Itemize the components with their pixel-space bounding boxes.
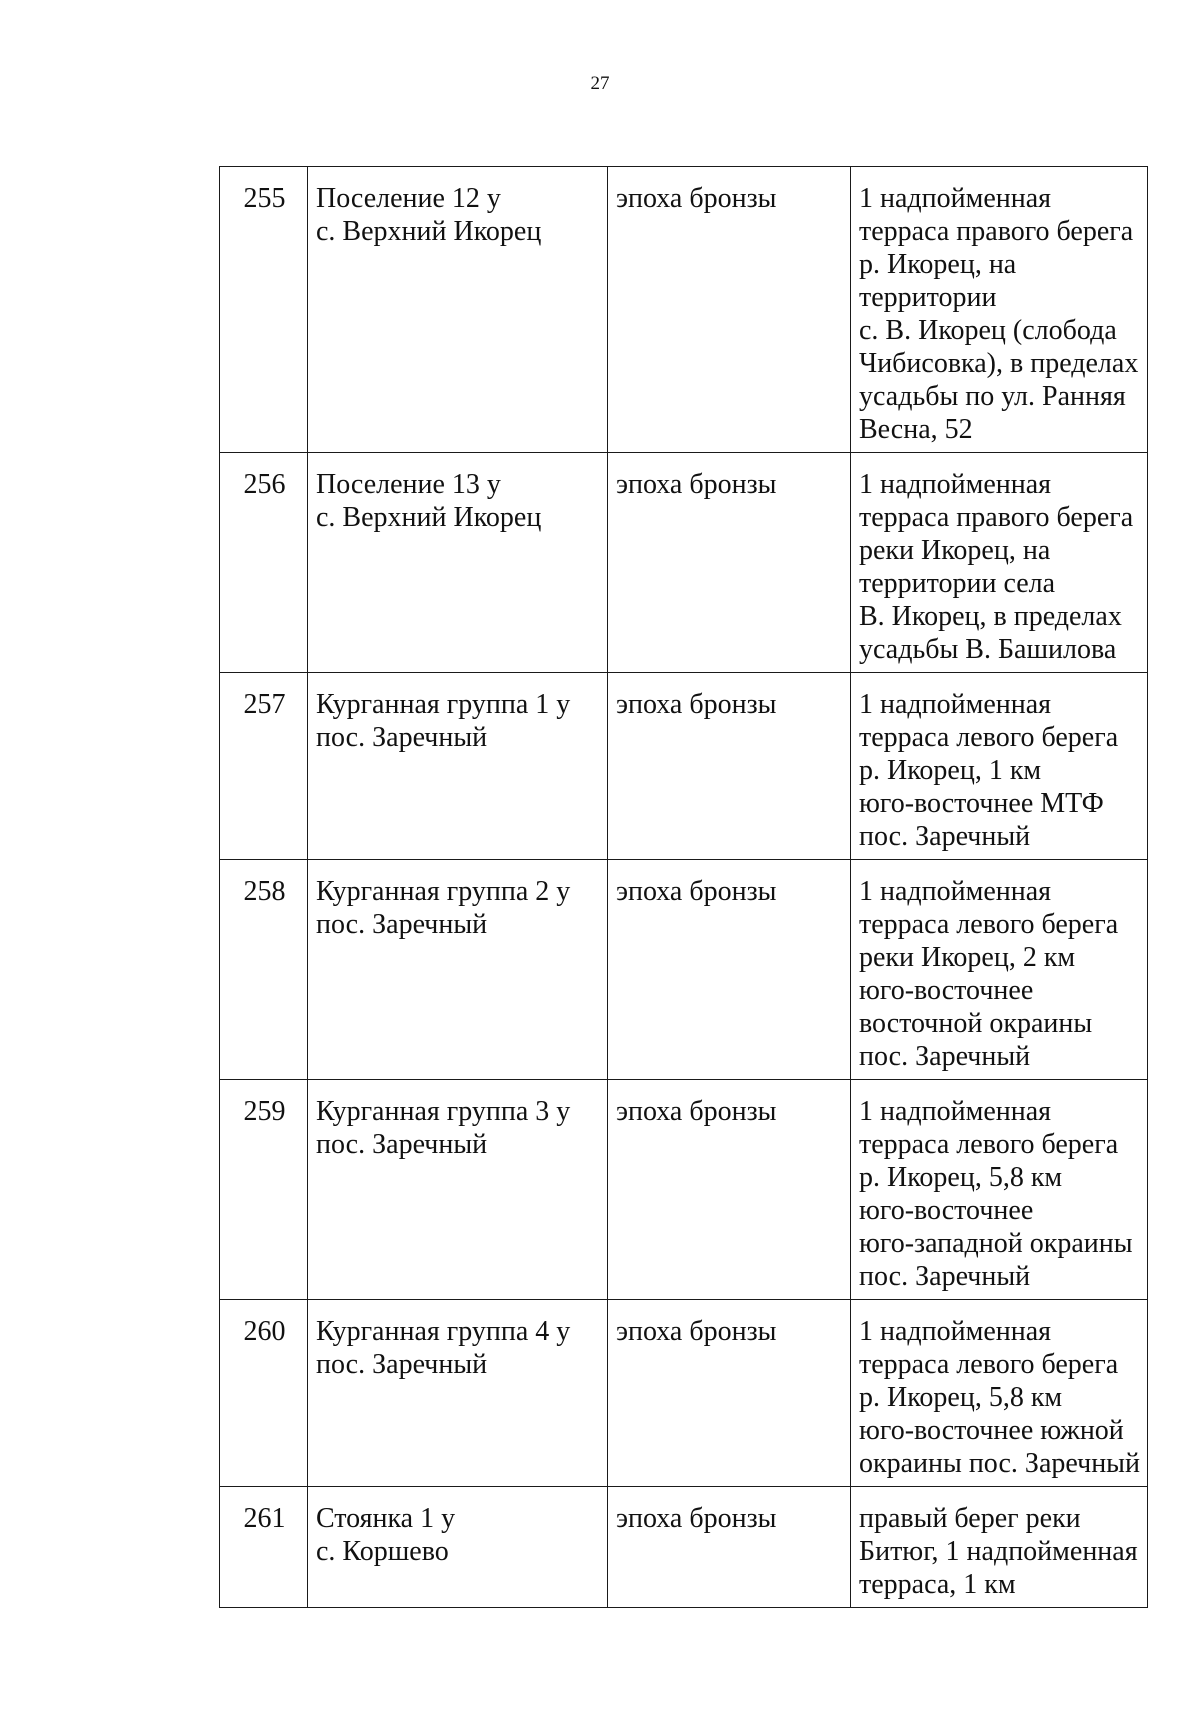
site-location [851,1300,1148,1487]
location-line: с. В. Икорец (слобода [859,315,1117,346]
site-name-line: пос. Заречный [316,1129,488,1160]
location-line: территории села [859,568,1056,599]
site-era: эпоха бронзы [608,1487,851,1608]
table-row [220,1080,1148,1300]
location-line: юго-восточнее [859,975,1034,1006]
location-line: усадьбы по ул. Ранняя [859,381,1126,412]
row-number: 255 [220,167,308,453]
table-row [220,453,1148,673]
site-era: эпоха бронзы [608,1300,851,1487]
row-number: 258 [220,860,308,1080]
site-name-line: Курганная группа 3 у [316,1096,571,1127]
location-line: юго-восточнее МТФ [859,788,1104,819]
site-name-line: Поселение 12 у [316,183,501,214]
location-line: терраса левого берега [859,909,1119,940]
site-name-line: Курганная группа 1 у [316,689,571,720]
site-era: эпоха бронзы [608,453,851,673]
site-name-line: Курганная группа 4 у [316,1316,571,1347]
location-line: юго-восточнее [859,1195,1034,1226]
site-name-line: Стоянка 1 у [316,1503,456,1534]
table-row [220,860,1148,1080]
site-name-line: пос. Заречный [316,722,488,753]
site-name-line: с. Коршево [316,1536,449,1567]
site-name [308,453,608,673]
site-era: эпоха бронзы [608,1080,851,1300]
location-line: реки Икорец, 2 км [859,942,1076,973]
location-line: окраины пос. Заречный [859,1448,1140,1479]
site-location [851,1080,1148,1300]
row-number: 260 [220,1300,308,1487]
location-line: р. Икорец, 5,8 км [859,1162,1063,1193]
location-line: юго-восточнее южной [859,1415,1124,1446]
site-name-line: пос. Заречный [316,909,488,940]
site-name [308,1487,608,1608]
location-line: 1 надпойменная [859,469,1052,500]
location-line: реки Икорец, на [859,535,1051,566]
site-name-line: Курганная группа 2 у [316,876,571,907]
row-number: 261 [220,1487,308,1608]
location-line: пос. Заречный [859,821,1031,852]
row-number: 256 [220,453,308,673]
site-name [308,860,608,1080]
location-line: юго-западной окраины [859,1228,1133,1259]
site-name [308,1080,608,1300]
site-name-line: пос. Заречный [316,1349,488,1380]
site-location [851,673,1148,860]
site-era: эпоха бронзы [608,167,851,453]
location-line: 1 надпойменная [859,1316,1052,1347]
location-line: терраса левого берега [859,1129,1119,1160]
row-number: 259 [220,1080,308,1300]
site-name [308,1300,608,1487]
location-line: терраса левого берега [859,722,1119,753]
site-location [851,1487,1148,1608]
location-line: 1 надпойменная [859,183,1052,214]
table-row [220,673,1148,860]
location-line: пос. Заречный [859,1261,1031,1292]
site-era: эпоха бронзы [608,860,851,1080]
location-line: В. Икорец, в пределах [859,601,1122,632]
site-location [851,860,1148,1080]
location-line: р. Икорец, 1 км [859,755,1042,786]
heritage-sites-table [219,166,1148,1608]
location-line: правый берег реки [859,1503,1081,1534]
site-name-line: Поселение 13 у [316,469,501,500]
location-line: восточной окраины [859,1008,1093,1039]
location-line: терраса правого берега [859,216,1134,247]
location-line: 1 надпойменная [859,1096,1052,1127]
site-name [308,673,608,860]
location-line: усадьбы В. Башилова [859,634,1117,665]
location-line: р. Икорец, 5,8 км [859,1382,1063,1413]
row-number: 257 [220,673,308,860]
site-name-line: с. Верхний Икорец [316,502,542,533]
location-line: р. Икорец, на [859,249,1017,280]
location-line: территории [859,282,997,313]
location-line: терраса левого берега [859,1349,1119,1380]
location-line: 1 надпойменная [859,689,1052,720]
location-line: Битюг, 1 надпойменная [859,1536,1138,1567]
site-name-line: с. Верхний Икорец [316,216,542,247]
location-line: терраса правого берега [859,502,1134,533]
site-location [851,453,1148,673]
table-row [220,1300,1148,1487]
table-row [220,1487,1148,1608]
page-number: 27 [590,73,610,94]
location-line: Весна, 52 [859,414,973,445]
location-line: пос. Заречный [859,1041,1031,1072]
site-name [308,167,608,453]
site-era: эпоха бронзы [608,673,851,860]
location-line: 1 надпойменная [859,876,1052,907]
table-row [220,167,1148,453]
location-line: терраса, 1 км [859,1569,1016,1600]
site-location [851,167,1148,453]
location-line: Чибисовка), в пределах [859,348,1139,379]
